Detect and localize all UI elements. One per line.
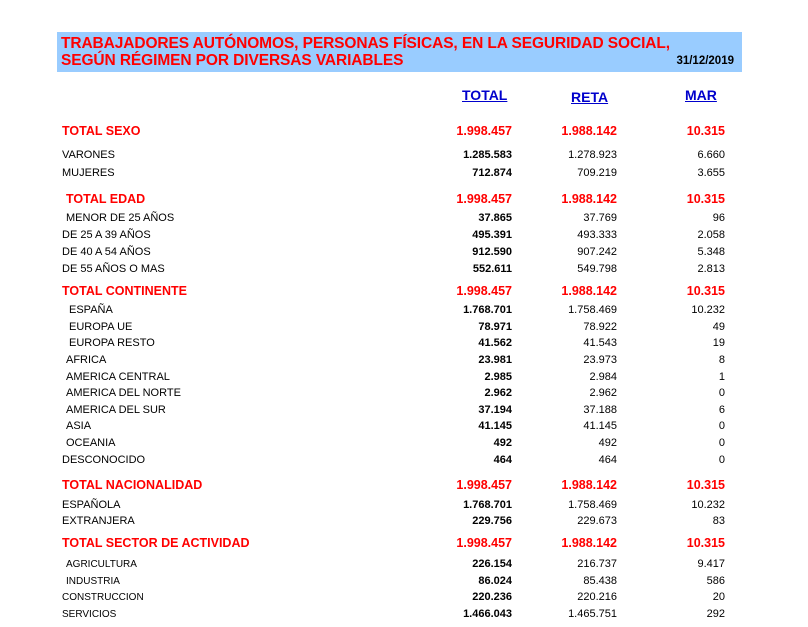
cell-mar: 292: [706, 608, 725, 620]
cell-total: 2.962: [484, 387, 512, 399]
table-row: [0, 320, 808, 336]
column-header-reta[interactable]: RETA: [571, 89, 609, 105]
row-label: EUROPA UE: [69, 321, 133, 333]
cell-mar: 1: [718, 371, 725, 383]
cell-reta: 37.769: [583, 212, 617, 224]
row-label: AMERICA DEL SUR: [66, 404, 166, 416]
cell-total: 1.466.043: [463, 608, 512, 620]
cell-mar: 6.660: [697, 149, 725, 161]
row-label: OCEANIA: [66, 437, 116, 449]
table-row: [0, 574, 808, 590]
cell-mar: 10.315: [686, 478, 725, 492]
cell-total: 1.768.701: [463, 499, 512, 511]
cell-reta: 229.673: [577, 515, 617, 527]
row-label: TOTAL SEXO: [62, 124, 141, 138]
row-label: DE 40 A 54 AÑOS: [62, 246, 151, 258]
table-row: [0, 403, 808, 419]
cell-total: 23.981: [478, 354, 512, 366]
cell-reta: 78.922: [583, 321, 617, 333]
column-header-total[interactable]: TOTAL: [462, 87, 508, 103]
table-row: [0, 166, 808, 182]
row-label: INDUSTRIA: [66, 576, 120, 587]
cell-reta: 1.988.142: [561, 124, 617, 138]
table-row: [0, 498, 808, 514]
cell-reta: 1.758.469: [568, 304, 617, 316]
cell-reta: 709.219: [577, 167, 617, 179]
cell-total: 495.391: [472, 229, 512, 241]
cell-total: 220.236: [472, 591, 512, 603]
cell-total: 1.998.457: [456, 124, 512, 138]
report-title-line-2: SEGÚN RÉGIMEN POR DIVERSAS VARIABLES: [61, 52, 404, 69]
column-header-mar[interactable]: MAR: [685, 87, 717, 103]
cell-mar: 10.232: [691, 304, 725, 316]
cell-mar: 9.417: [697, 558, 725, 570]
cell-mar: 5.348: [697, 246, 725, 258]
table-row: [0, 228, 808, 244]
cell-mar: 586: [706, 575, 725, 587]
row-label: SERVICIOS: [62, 609, 117, 620]
cell-total: 912.590: [472, 246, 512, 258]
cell-total: 1.998.457: [456, 478, 512, 492]
table-row: [0, 370, 808, 386]
cell-mar: 3.655: [697, 167, 725, 179]
cell-total: 37.865: [478, 212, 512, 224]
table-row: [0, 262, 808, 278]
row-label: AGRICULTURA: [66, 559, 137, 570]
cell-total: 86.024: [478, 575, 512, 587]
cell-reta: 2.962: [589, 387, 617, 399]
cell-reta: 37.188: [583, 404, 617, 416]
row-total-sector-actividad: [0, 536, 808, 552]
cell-mar: 19: [712, 337, 725, 349]
table-row: [0, 436, 808, 452]
row-label: TOTAL CONTINENTE: [62, 284, 187, 298]
cell-mar: 96: [712, 212, 725, 224]
cell-mar: 0: [718, 437, 725, 449]
cell-total: 1.998.457: [456, 284, 512, 298]
cell-total: 1.998.457: [456, 192, 512, 206]
cell-mar: 10.232: [691, 499, 725, 511]
cell-total: 41.145: [478, 420, 512, 432]
row-label: ESPAÑOLA: [62, 499, 121, 511]
cell-reta: 1.988.142: [561, 478, 617, 492]
table-row: [0, 514, 808, 530]
cell-mar: 2.813: [697, 263, 725, 275]
table-row: [0, 607, 808, 623]
table-row: [0, 419, 808, 435]
cell-reta: 216.737: [577, 558, 617, 570]
report-title-line-1: TRABAJADORES AUTÓNOMOS, PERSONAS FÍSICAS, EN LA SEGURIDAD SOCIAL,: [61, 35, 670, 52]
cell-reta: 464: [598, 454, 617, 466]
cell-mar: 0: [718, 420, 725, 432]
row-label: TOTAL NACIONALIDAD: [62, 478, 203, 492]
cell-reta: 41.543: [583, 337, 617, 349]
cell-reta: 2.984: [589, 371, 617, 383]
cell-total: 229.756: [472, 515, 512, 527]
row-label: EUROPA RESTO: [69, 337, 155, 349]
cell-reta: 1.465.751: [568, 608, 617, 620]
row-label: AMERICA CENTRAL: [66, 371, 170, 383]
cell-total: 1.998.457: [456, 536, 512, 550]
cell-reta: 549.798: [577, 263, 617, 275]
cell-total: 2.985: [484, 371, 512, 383]
table-row: [0, 336, 808, 352]
cell-reta: 1.278.923: [568, 149, 617, 161]
cell-mar: 0: [718, 387, 725, 399]
cell-total: 41.562: [478, 337, 512, 349]
row-label: TOTAL SECTOR DE ACTIVIDAD: [62, 536, 250, 550]
cell-total: 37.194: [478, 404, 512, 416]
row-label: MENOR DE 25 AÑOS: [66, 212, 175, 224]
row-label: TOTAL EDAD: [66, 192, 146, 206]
table-row: [0, 353, 808, 369]
cell-mar: 6: [718, 404, 725, 416]
table-row: [0, 386, 808, 402]
row-label: CONSTRUCCION: [62, 592, 144, 603]
cell-reta: 85.438: [583, 575, 617, 587]
row-label: AFRICA: [66, 354, 107, 366]
cell-total: 552.611: [472, 263, 512, 275]
cell-total: 492: [493, 437, 512, 449]
cell-mar: 10.315: [686, 124, 725, 138]
report-date: 31/12/2019: [676, 55, 734, 67]
cell-reta: 493.333: [577, 229, 617, 241]
row-label: DE 55 AÑOS O MAS: [62, 263, 165, 275]
cell-total: 1.768.701: [463, 304, 512, 316]
cell-total: 226.154: [472, 558, 512, 570]
table-row: [0, 303, 808, 319]
report-title-banner: [57, 32, 742, 72]
table-row: [0, 211, 808, 227]
cell-reta: 41.145: [583, 420, 617, 432]
row-total-nacionalidad: [0, 478, 808, 494]
row-label: ESPAÑA: [69, 304, 113, 316]
row-label: AMERICA DEL NORTE: [66, 387, 181, 399]
row-label: DESCONOCIDO: [62, 454, 146, 466]
cell-mar: 83: [712, 515, 725, 527]
table-row: [0, 148, 808, 164]
table-row: [0, 453, 808, 469]
table-row: [0, 245, 808, 261]
table-row: [0, 557, 808, 573]
cell-reta: 220.216: [577, 591, 617, 603]
cell-mar: 10.315: [686, 192, 725, 206]
cell-mar: 10.315: [686, 284, 725, 298]
table-row: [0, 590, 808, 606]
cell-reta: 1.758.469: [568, 499, 617, 511]
cell-reta: 1.988.142: [561, 284, 617, 298]
cell-reta: 23.973: [583, 354, 617, 366]
cell-mar: 8: [718, 354, 725, 366]
cell-mar: 2.058: [697, 229, 725, 241]
row-total-edad: [0, 192, 808, 208]
row-total-continente: [0, 284, 808, 300]
cell-reta: 907.242: [577, 246, 617, 258]
cell-total: 1.285.583: [463, 149, 512, 161]
row-total-sexo: [0, 124, 808, 140]
row-label: DE 25 A 39 AÑOS: [62, 229, 151, 241]
row-label: EXTRANJERA: [62, 515, 135, 527]
cell-mar: 0: [718, 454, 725, 466]
cell-reta: 1.988.142: [561, 536, 617, 550]
cell-reta: 1.988.142: [561, 192, 617, 206]
row-label: ASIA: [66, 420, 92, 432]
cell-mar: 10.315: [686, 536, 725, 550]
cell-total: 712.874: [472, 167, 512, 179]
cell-mar: 49: [712, 321, 725, 333]
cell-total: 78.971: [478, 321, 512, 333]
row-label: VARONES: [62, 149, 115, 161]
row-label: MUJERES: [62, 167, 115, 179]
cell-reta: 492: [598, 437, 617, 449]
cell-mar: 20: [712, 591, 725, 603]
cell-total: 464: [493, 454, 512, 466]
